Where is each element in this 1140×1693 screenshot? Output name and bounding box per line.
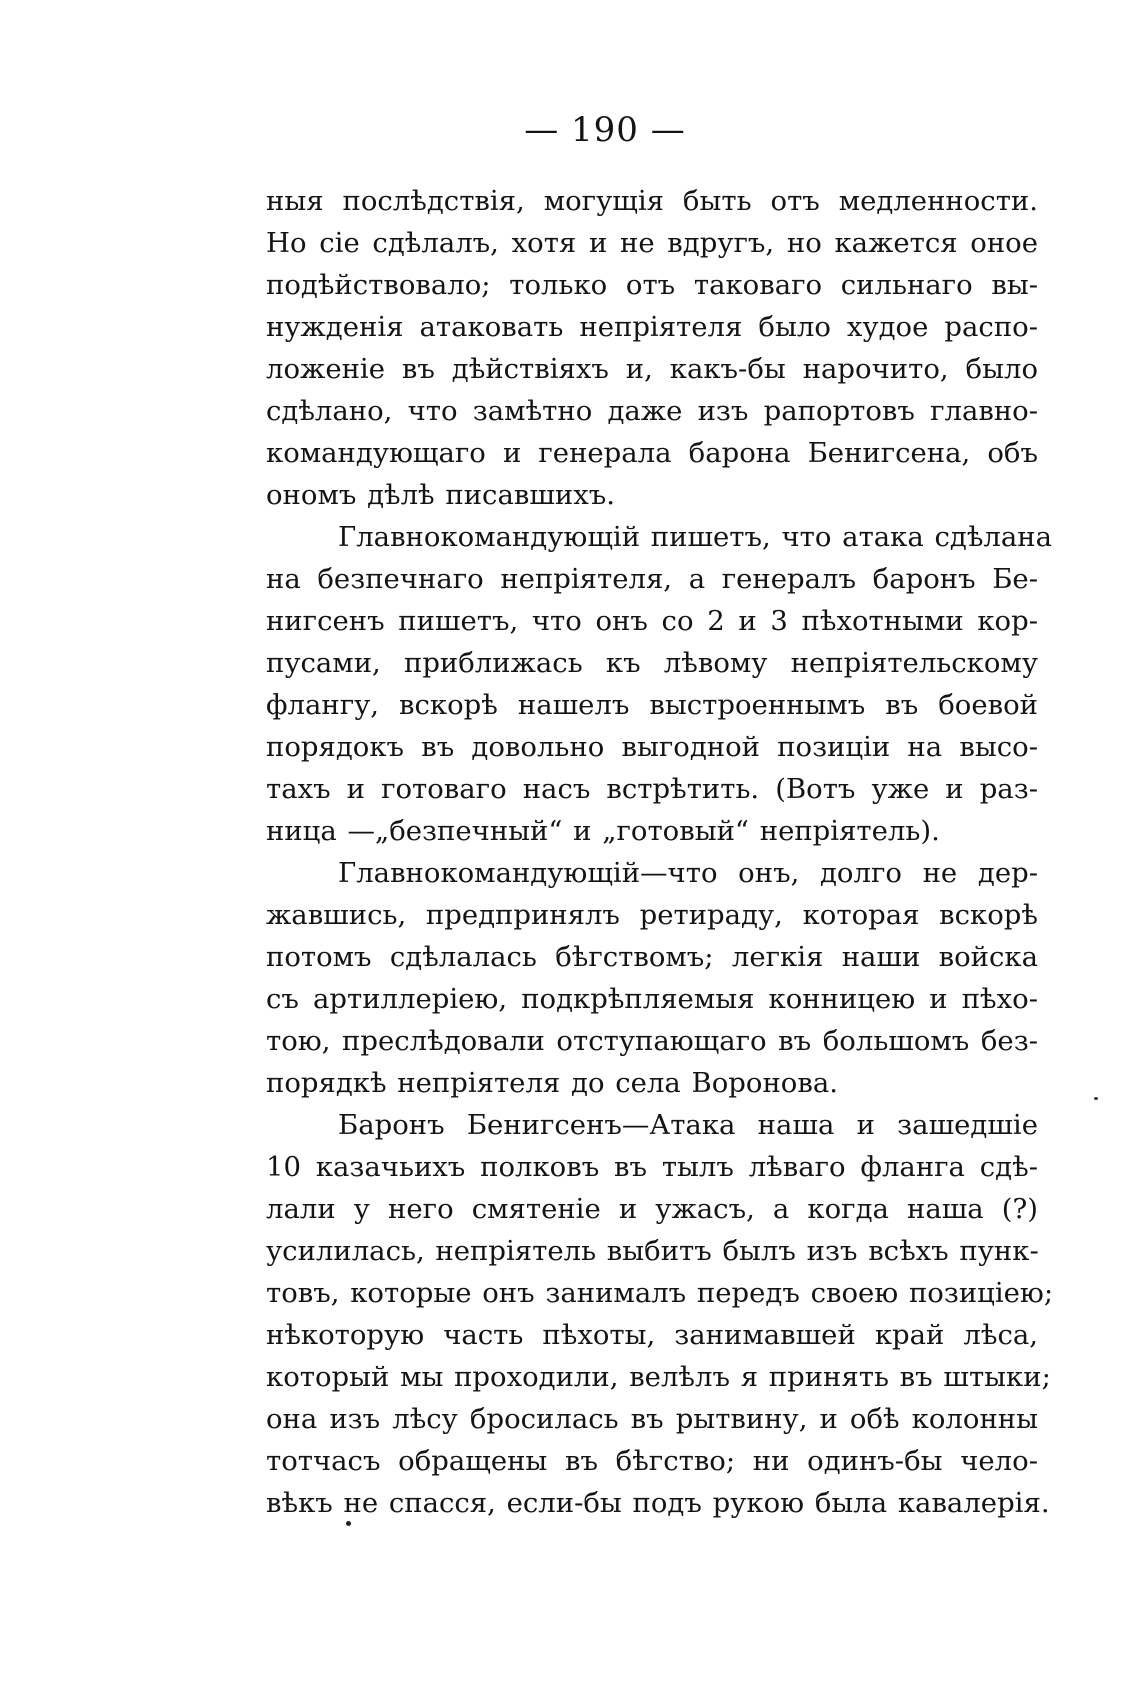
text-line: нужденія атаковать непріятеля было худое распо- — [266, 311, 1038, 343]
text-line: вѣкъ не спасся, если-бы подъ рукою была кавалерія. — [266, 1487, 1050, 1519]
text-line: флангу, вскорѣ нашелъ выстроеннымъ въ боевой — [266, 689, 1038, 721]
text-line: командующаго и генерала барона Бенигсена, объ — [266, 437, 1038, 469]
text-line: пусами, приближась къ лѣвому непріятельскому — [266, 647, 1038, 679]
text-line: порядокъ въ довольно выгодной позиціи на высо- — [266, 731, 1038, 763]
print-speck — [1094, 1097, 1098, 1100]
print-speck — [346, 1521, 351, 1526]
text-line: усилилась, непріятель выбитъ былъ изъ всѣхъ пунк- — [266, 1235, 1039, 1267]
text-line: тахъ и готоваго насъ встрѣтить. (Вотъ уже и раз- — [266, 773, 1038, 805]
text-line: жавшись, предпринялъ ретираду, которая вскорѣ — [266, 899, 1038, 931]
text-line: лали у него смятеніе и ужасъ, а когда наша (?) — [266, 1193, 1038, 1225]
text-line: ономъ дѣлѣ писавшихъ. — [266, 479, 615, 511]
text-line: сдѣлано, что замѣтно даже изъ рапортовъ главно- — [266, 395, 1038, 427]
text-line: на безпечнаго непріятеля, а генералъ баронъ Бе- — [266, 563, 1038, 595]
text-line: нѣкоторую часть пѣхоты, занимавшей край лѣса, — [266, 1319, 1038, 1351]
text-line: потомъ сдѣлалась бѣгствомъ; легкія наши войска — [266, 941, 1038, 973]
text-line: подѣйствовало; только отъ таковаго сильнаго вы- — [266, 269, 1038, 301]
text-line: порядкѣ непріятеля до села Воронова. — [266, 1067, 838, 1099]
text-line: который мы проходили, велѣлъ я принять въ штыки; — [266, 1361, 1051, 1393]
text-line: тотчасъ обращены въ бѣгство; ни одинъ-бы чело- — [266, 1445, 1038, 1477]
text-line: тою, преслѣдовали отступающаго въ большомъ без- — [266, 1025, 1038, 1057]
page-number: — 190 — — [524, 110, 686, 150]
text-line: ница —„безпечный“ и „готовый“ непріятель). — [266, 815, 940, 847]
text-line: Главнокомандующій—что онъ, долго не дер- — [338, 857, 1038, 889]
text-line: 10 казачьихъ полковъ въ тылъ лѣваго фланга сдѣ- — [266, 1151, 1038, 1183]
body-text — [266, 180, 1054, 1524]
text-line: Главнокомандующій пишетъ, что атака сдѣлана — [338, 521, 1053, 553]
text-line: ныя послѣдствія, могущія быть отъ медленности. — [266, 185, 1038, 217]
text-line: съ артиллеріею, подкрѣпляемыя конницею и пѣхо- — [266, 983, 1038, 1015]
text-line: она изъ лѣсу бросилась въ рытвину, и обѣ колонны — [266, 1403, 1038, 1435]
text-line: нигсенъ пишетъ, что онъ со 2 и 3 пѣхотными кор- — [266, 605, 1038, 637]
text-line: ложеніе въ дѣйствіяхъ и, какъ-бы нарочито, было — [266, 353, 1038, 385]
text-line: Баронъ Бенигсенъ—Атака наша и зашедшіе — [338, 1109, 1038, 1141]
text-line: товъ, которые онъ занималъ передъ своею позиціею; — [266, 1277, 1054, 1309]
text-line: Но сіе сдѣлалъ, хотя и не вдругъ, но кажется оное — [266, 227, 1038, 259]
